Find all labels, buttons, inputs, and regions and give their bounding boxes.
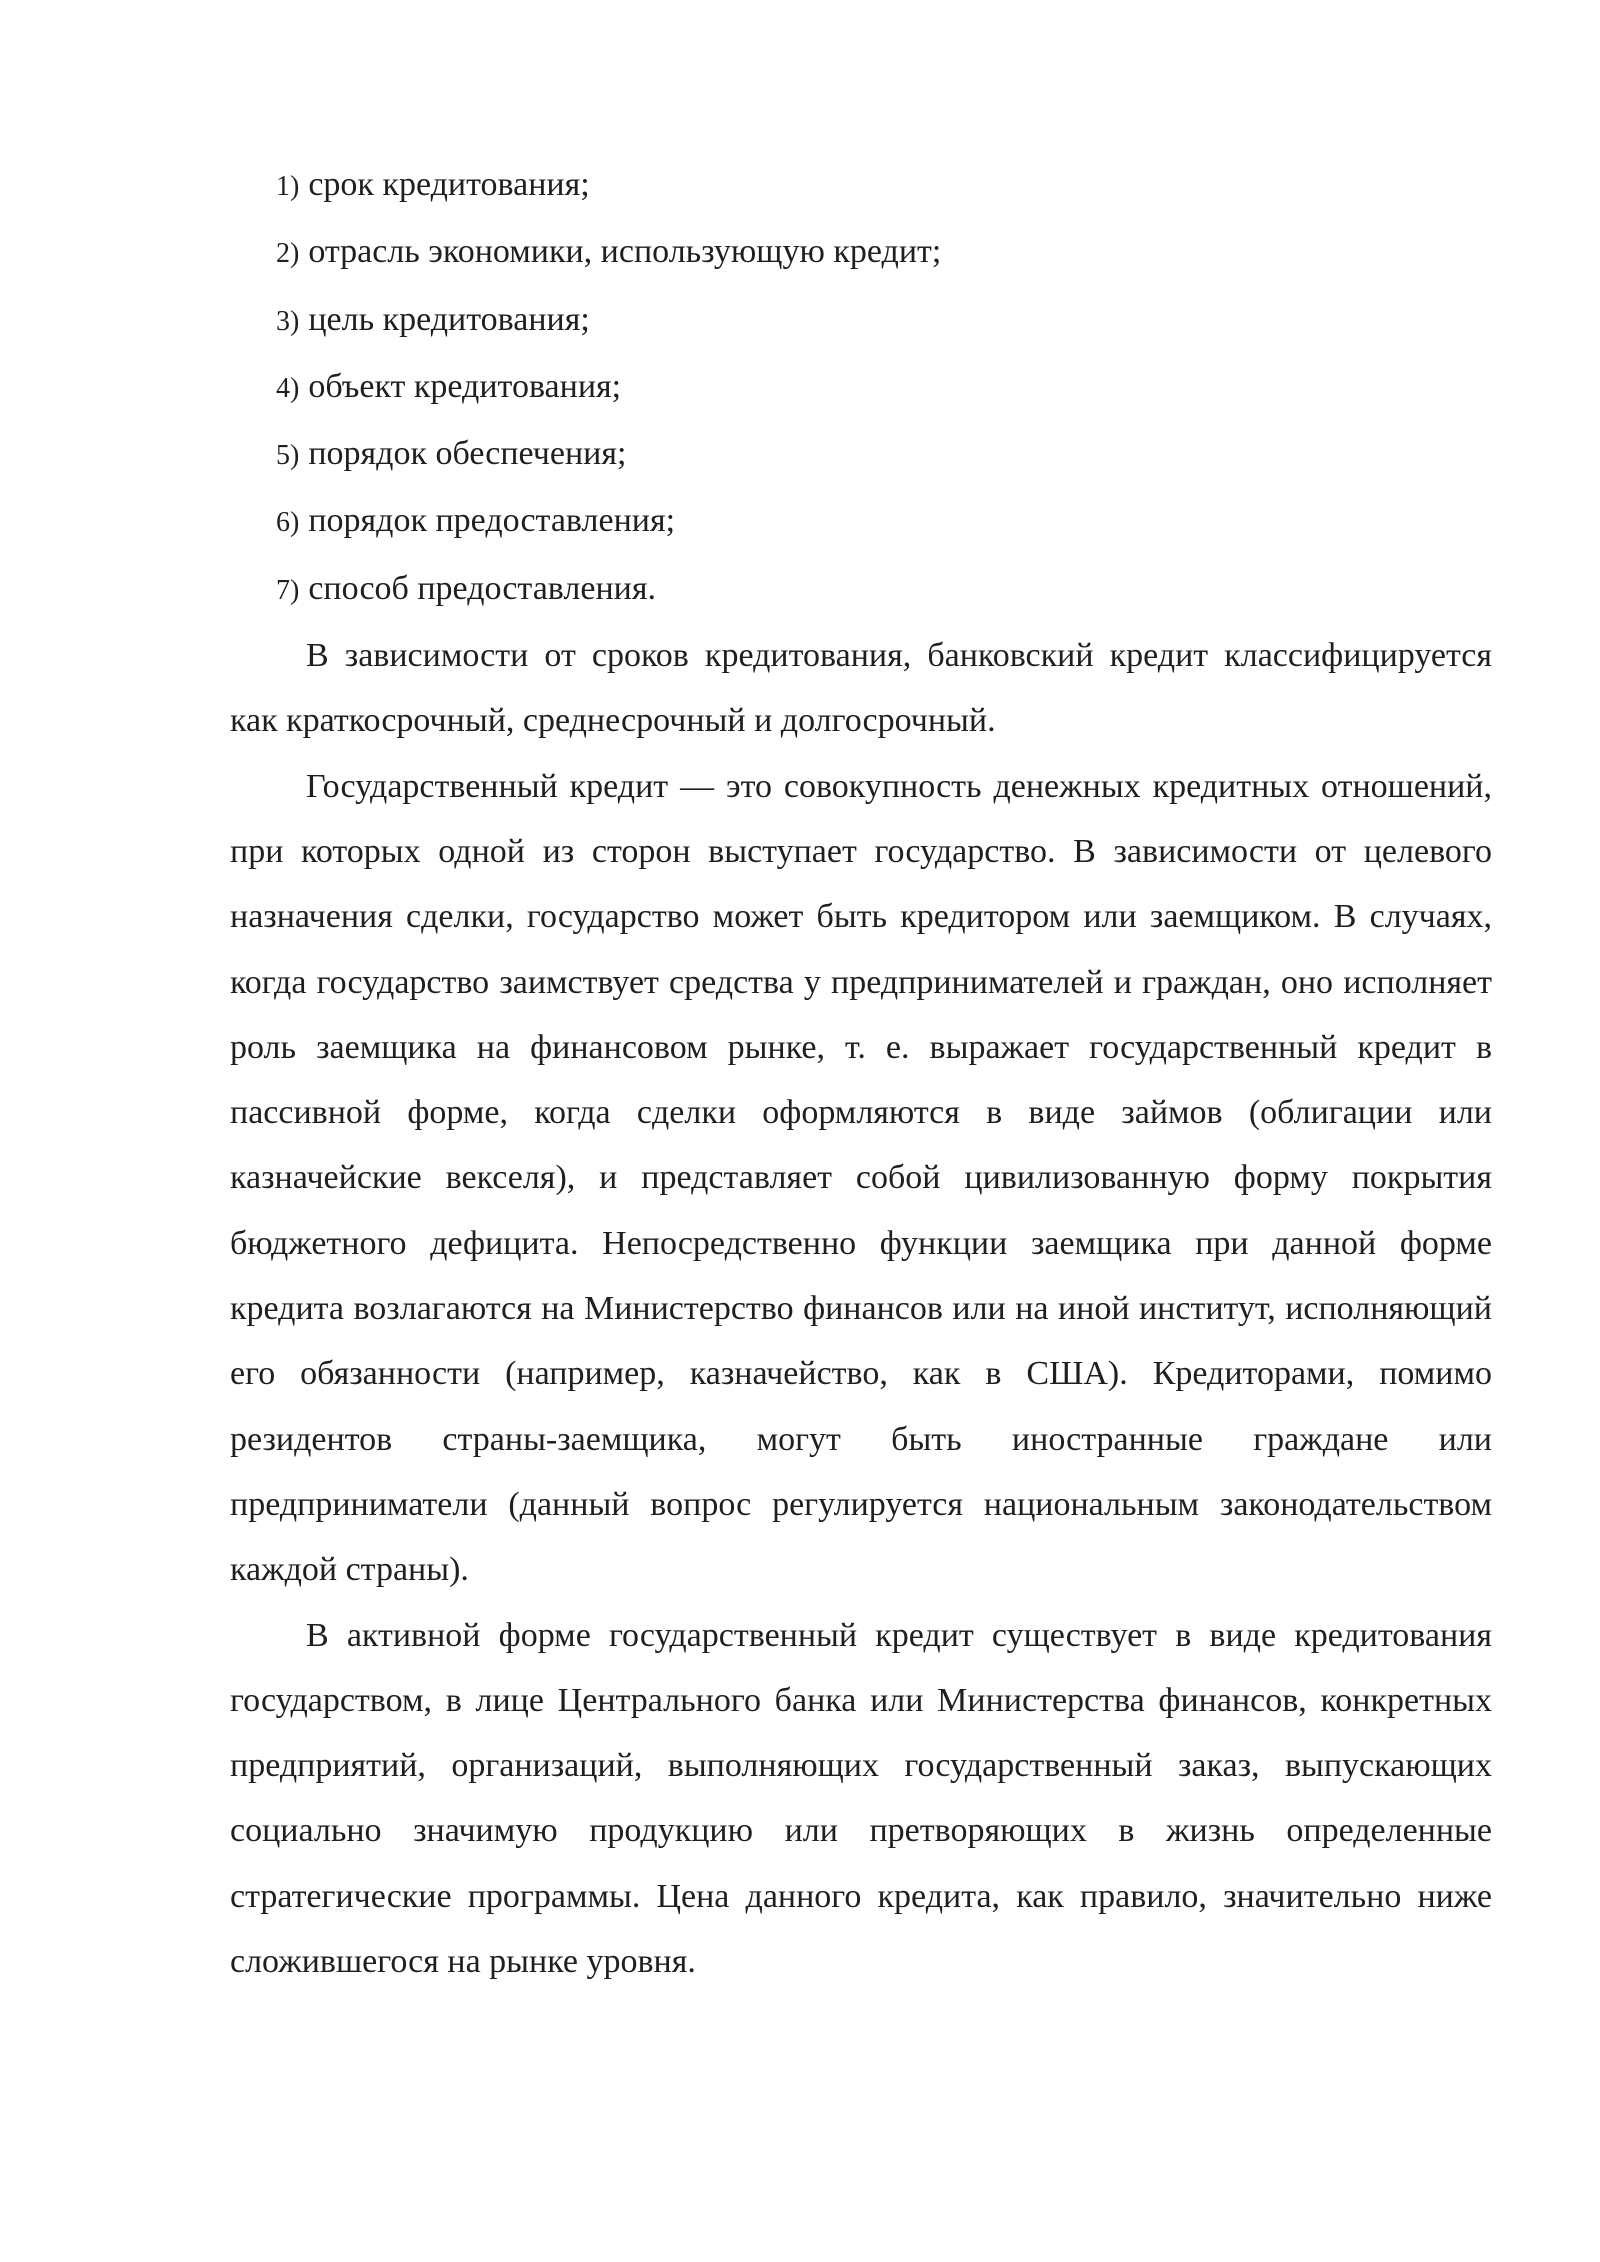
list-item-text: отрасль экономики, использующую кредит; [308,233,942,271]
list-item [230,287,1492,354]
list-item [230,556,1492,623]
list-item [230,421,1492,488]
list-item-text: порядок обеспечения; [308,435,627,473]
list-item-number: 4) [276,372,300,404]
paragraph-state-credit-definition: Государственный кредит — это совокупность денежных кредитных отношений, при которых одной из сторон выступает государство. В зависимости от целевого назначения сделки, государство может быть кредитором или заемщиком. В случаях, когда государство заимствует средства у предпринимателей и граждан, оно исполняет роль заемщика на финансовом рынке, т. е. выражает государственный кредит в пассивной форме, когда сделки оформляются в виде займов (облигации или казначейские векселя), и представляет собой цивилизованную форму покрытия бюджетного дефицита. Непосредственно функции заемщика при данной форме кредита возлагаются на Министерство финансов или на иной институт, исполняющий его обязанности (например, казначейство, как в США). Кредиторами, помимо резидентов страны-заемщика, могут быть иностранные граждане или предприниматели (данный вопрос регулируется национальным законодательством каждой страны). [230,767,1492,1589]
list-item [230,152,1492,219]
list-item-number: 7) [276,574,300,606]
paragraph-loan-term-classification: В зависимости от сроков кредитования, банковский кредит классифицируется как краткосрочный, среднесрочный и долгосрочный. [230,637,1492,740]
paragraph-active-state-credit: В активной форме государственный кредит существует в виде кредитования государством, в лице Центрального банка или Министерства финансов, конкретных предприятий, организаций, выполняющих государственный заказ, выпускающих социально значимую продукцию или претворяющих в жизнь определенные стратегические программы. Цена данного кредита, как правило, значительно ниже сложившегося на рынке уровня. [230,1616,1492,1981]
list-item-number: 2) [276,238,300,270]
list-item-text: порядок предоставления; [308,502,676,540]
list-item-number: 1) [276,171,300,202]
list-item [230,219,1492,286]
list-item-number: 6) [276,507,300,539]
list-item-text: способ предоставления. [308,569,656,607]
list-item [230,354,1492,421]
document-page [230,152,1492,1994]
list-item-number: 3) [276,305,300,337]
list-item-text: срок кредитования; [308,166,590,203]
list-item [230,488,1492,555]
list-item-text: объект кредитования; [308,367,622,405]
list-item-number: 5) [276,440,300,472]
list-item-text: цель кредитования; [308,300,590,338]
numbered-list [230,152,1492,623]
